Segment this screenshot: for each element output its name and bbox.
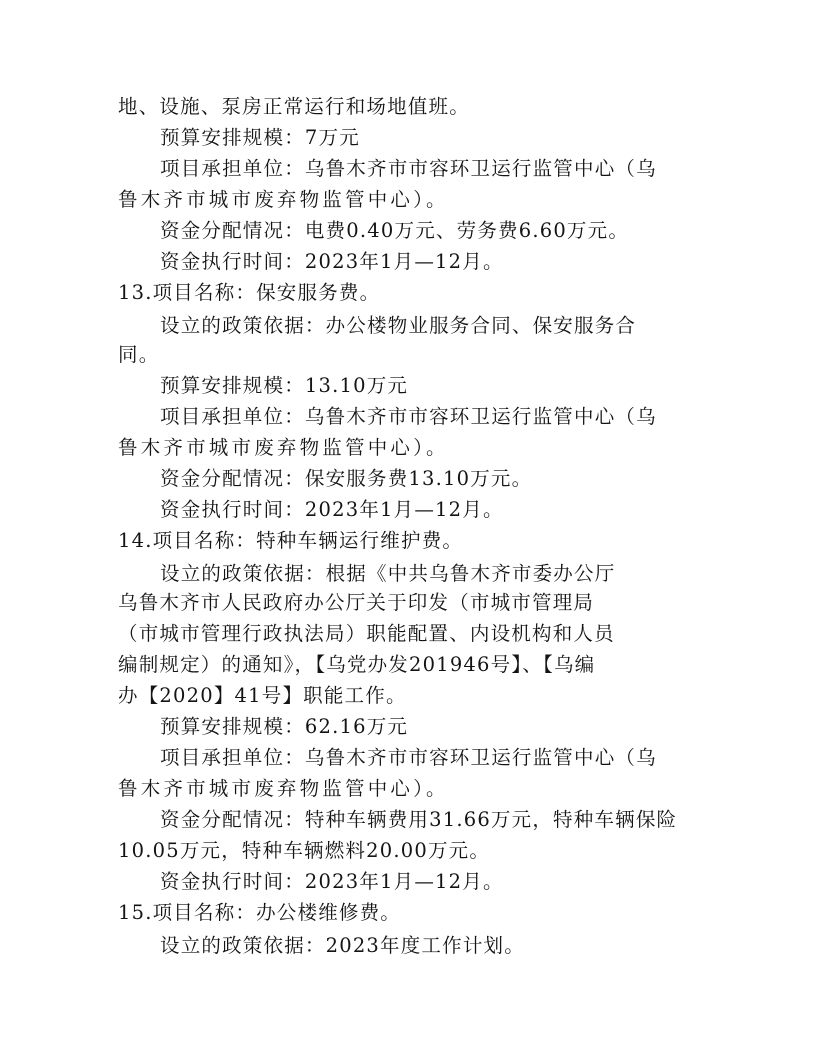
section-heading: 13.项目名称：保安服务费。 [118,281,381,304]
paragraph-line: 资金分配情况：电费0.40万元、劳务费6.60万元。 [160,219,630,242]
paragraph-line: 同。 [118,343,160,366]
paragraph-line: 设立的政策依据：2023年度工作计划。 [160,934,525,957]
paragraph-line: 项目承担单位：乌鲁木齐市市容环卫运行监管中心（乌 [160,746,657,769]
paragraph-line: 预算安排规模：62.16万元 [160,715,409,738]
section-heading: 14.项目名称：特种车辆运行维护费。 [118,529,464,552]
paragraph-line: 资金执行时间：2023年1月—12月。 [160,498,504,521]
paragraph-line: （市城市管理行政执法局）职能配置、内设机构和人员 [118,622,615,645]
section-heading: 15.项目名称：办公楼维修费。 [118,901,402,924]
paragraph-line: 乌鲁木齐市人民政府办公厅关于印发（市城市管理局 [118,591,595,614]
paragraph-line: 资金执行时间：2023年1月—12月。 [160,250,504,273]
paragraph-line: 项目承担单位：乌鲁木齐市市容环卫运行监管中心（乌 [160,405,657,428]
paragraph-line: 资金分配情况：保安服务费13.10万元。 [160,467,533,490]
paragraph-line: 预算安排规模：13.10万元 [160,374,409,397]
paragraph-line: 预算安排规模：7万元 [160,126,360,149]
paragraph-line: 设立的政策依据：根据《中共乌鲁木齐市委办公厅 [160,562,616,585]
paragraph-line: 鲁木齐市城市废弃物监管中心）。 [118,777,449,800]
paragraph-line: 地、设施、泵房正常运行和场地值班。 [118,95,470,118]
paragraph-line: 资金分配情况：特种车辆费用31.66万元，特种车辆保险 [160,808,678,831]
paragraph-line: 项目承担单位：乌鲁木齐市市容环卫运行监管中心（乌 [160,157,657,180]
paragraph-line: 鲁木齐市城市废弃物监管中心）。 [118,436,449,459]
paragraph-line: 资金执行时间：2023年1月—12月。 [160,870,504,893]
paragraph-line: 10.05万元，特种车辆燃料20.00万元。 [118,839,491,862]
paragraph-line: 设立的政策依据：办公楼物业服务合同、保安服务合 [160,314,637,337]
paragraph-line: 编制规定）的通知》，【乌党办发201946号】、【乌编 [118,653,596,676]
paragraph-line: 办【2020】41号】职能工作。 [118,684,407,707]
paragraph-line: 鲁木齐市城市废弃物监管中心）。 [118,188,449,211]
